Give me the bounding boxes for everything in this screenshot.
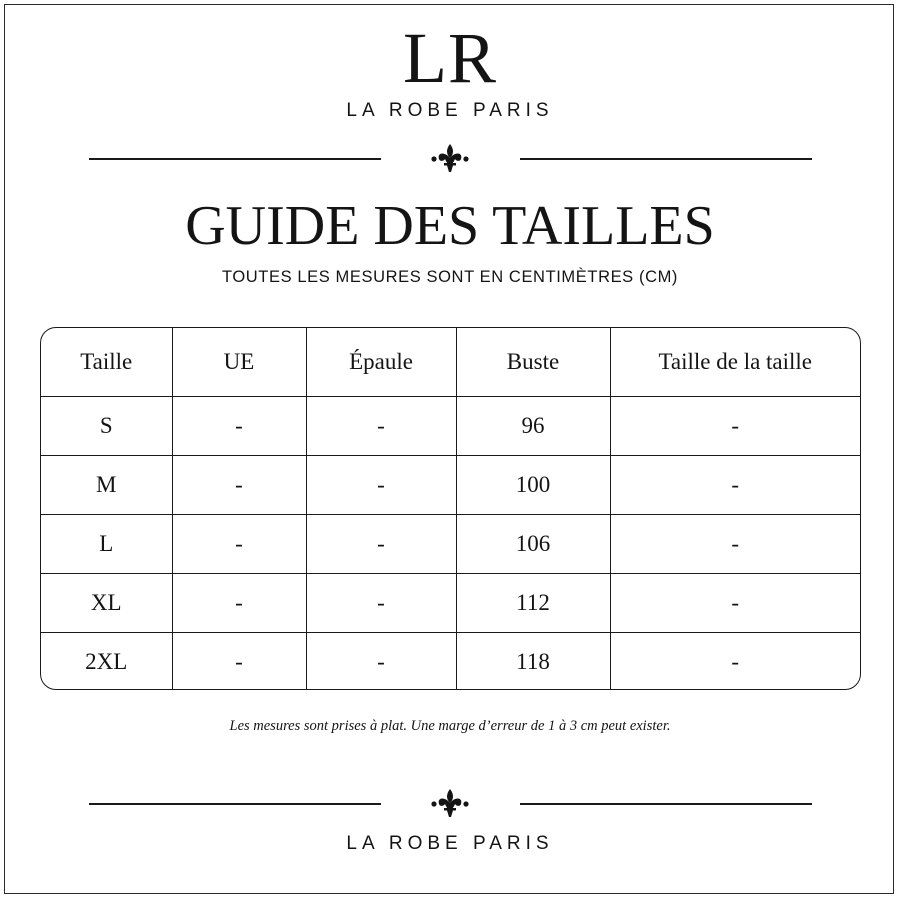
- measurement-footnote: Les mesures sont prises à plat. Une marge d’erreur de 1 à 3 cm peut exister.: [229, 718, 671, 734]
- page-subtitle: TOUTES LES MESURES SONT EN CENTIMÈTRES (CM): [221, 268, 679, 286]
- table-cell: -: [306, 632, 456, 690]
- fleur-de-lis-icon: [428, 143, 472, 173]
- ornamental-divider-bottom: [0, 788, 900, 818]
- ornamental-divider-top: [0, 143, 900, 173]
- divider-line-right: [520, 158, 812, 160]
- table-row: [41, 514, 860, 573]
- table-cell: -: [306, 514, 456, 573]
- table-row: [41, 396, 860, 455]
- table-cell: -: [306, 573, 456, 632]
- page-title: GUIDE DES TAILLES: [185, 195, 715, 257]
- table-cell: -: [610, 455, 860, 514]
- table-cell: 96: [456, 396, 610, 455]
- table-cell: -: [172, 455, 306, 514]
- table-cell: -: [172, 514, 306, 573]
- table-cell: -: [610, 396, 860, 455]
- brand-logo: LR: [402, 18, 497, 98]
- divider-line-right: [520, 803, 812, 805]
- table-row: [41, 573, 860, 632]
- table-cell: 112: [456, 573, 610, 632]
- divider-line-left: [89, 803, 381, 805]
- table-cell: M: [41, 455, 172, 514]
- fleur-de-lis-icon: [428, 788, 472, 818]
- table-cell: -: [172, 632, 306, 690]
- table-header-cell: Épaule: [306, 328, 456, 396]
- table-cell: XL: [41, 573, 172, 632]
- table-cell: -: [610, 573, 860, 632]
- divider-line-left: [89, 158, 381, 160]
- table-cell: 106: [456, 514, 610, 573]
- table-cell: -: [610, 514, 860, 573]
- brand-name-top: LA ROBE PARIS: [346, 100, 554, 121]
- table-cell: 118: [456, 632, 610, 690]
- table-cell: -: [306, 455, 456, 514]
- brand-name-bottom: LA ROBE PARIS: [346, 833, 554, 854]
- size-table-grid: [41, 328, 860, 690]
- table-cell: -: [172, 396, 306, 455]
- table-cell: -: [610, 632, 860, 690]
- table-header-cell: Taille de la taille: [610, 328, 860, 396]
- table-header-cell: Taille: [41, 328, 172, 396]
- table-header-cell: Buste: [456, 328, 610, 396]
- table-header-cell: UE: [172, 328, 306, 396]
- table-cell: 100: [456, 455, 610, 514]
- table-cell: -: [306, 396, 456, 455]
- table-row: [41, 632, 860, 690]
- table-cell: L: [41, 514, 172, 573]
- table-cell: -: [172, 573, 306, 632]
- table-cell: 2XL: [41, 632, 172, 690]
- size-table: [40, 327, 861, 690]
- table-row: [41, 455, 860, 514]
- table-cell: S: [41, 396, 172, 455]
- table-header-row: [41, 328, 860, 396]
